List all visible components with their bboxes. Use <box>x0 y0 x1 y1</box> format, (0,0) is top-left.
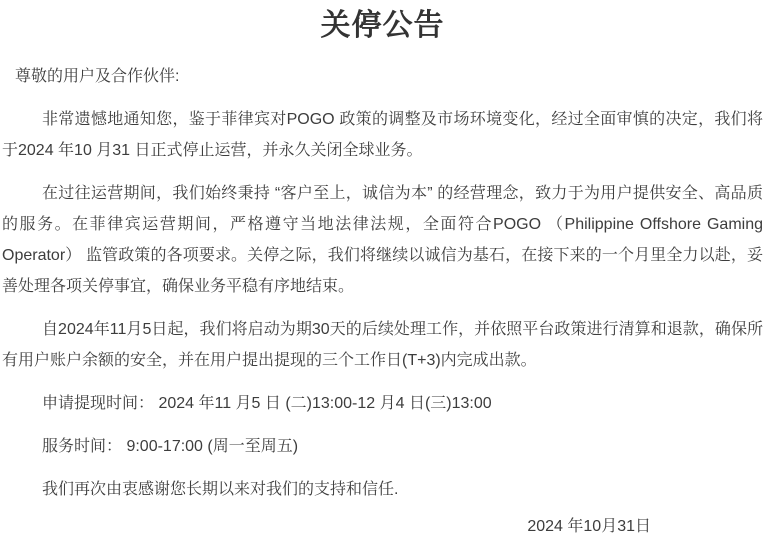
greeting-line: 尊敬的用户及合作伙伴: <box>15 68 180 85</box>
paragraph-operating-philosophy: 在过往运营期间，我们始终秉持 “客户至上，诚信为本” 的经营理念，致力于为用户提供安全、高品质的服务。在菲律宾运营期间，严格遵守当地法律法规，全面符合POGO （Philippine Offshore Gaming Operator） 监管政策的各项要求。关停之际，我们将继续以诚信为基石，在接下来的一个月里全力以赴，妥善处理各项关停事宜，确保业务平稳有序地结束。 <box>2 185 763 295</box>
thanks-line: 我们再次由衷感谢您长期以来对我们的支持和信任. <box>42 481 399 498</box>
withdrawal-window-line: 申请提现时间： 2024 年11 月5 日 (二)13:00-12 月4 日(三)13:00 <box>42 395 492 412</box>
date-line: 2024 年10月31日 <box>527 518 651 535</box>
service-hours-line: 服务时间： 9:00-17:00 (周一至周五) <box>42 438 299 455</box>
page-title: 关停公告 <box>320 9 445 42</box>
paragraph-shutdown-notice: 非常遗憾地通知您，鉴于菲律宾对POGO 政策的调整及市场环境变化，经过全面审慎的决定，我们将于2024 年10 月31 日正式停止运营，并永久关闭全球业务。 <box>2 111 763 159</box>
paragraph-settlement-refund: 自2024年11月5日起，我们将启动为期30天的后续处理工作，并依照平台政策进行清算和退款，确保所有用户账户余额的安全，并在用户提出提现的三个工作日(T+3)内完成出款。 <box>2 321 763 369</box>
